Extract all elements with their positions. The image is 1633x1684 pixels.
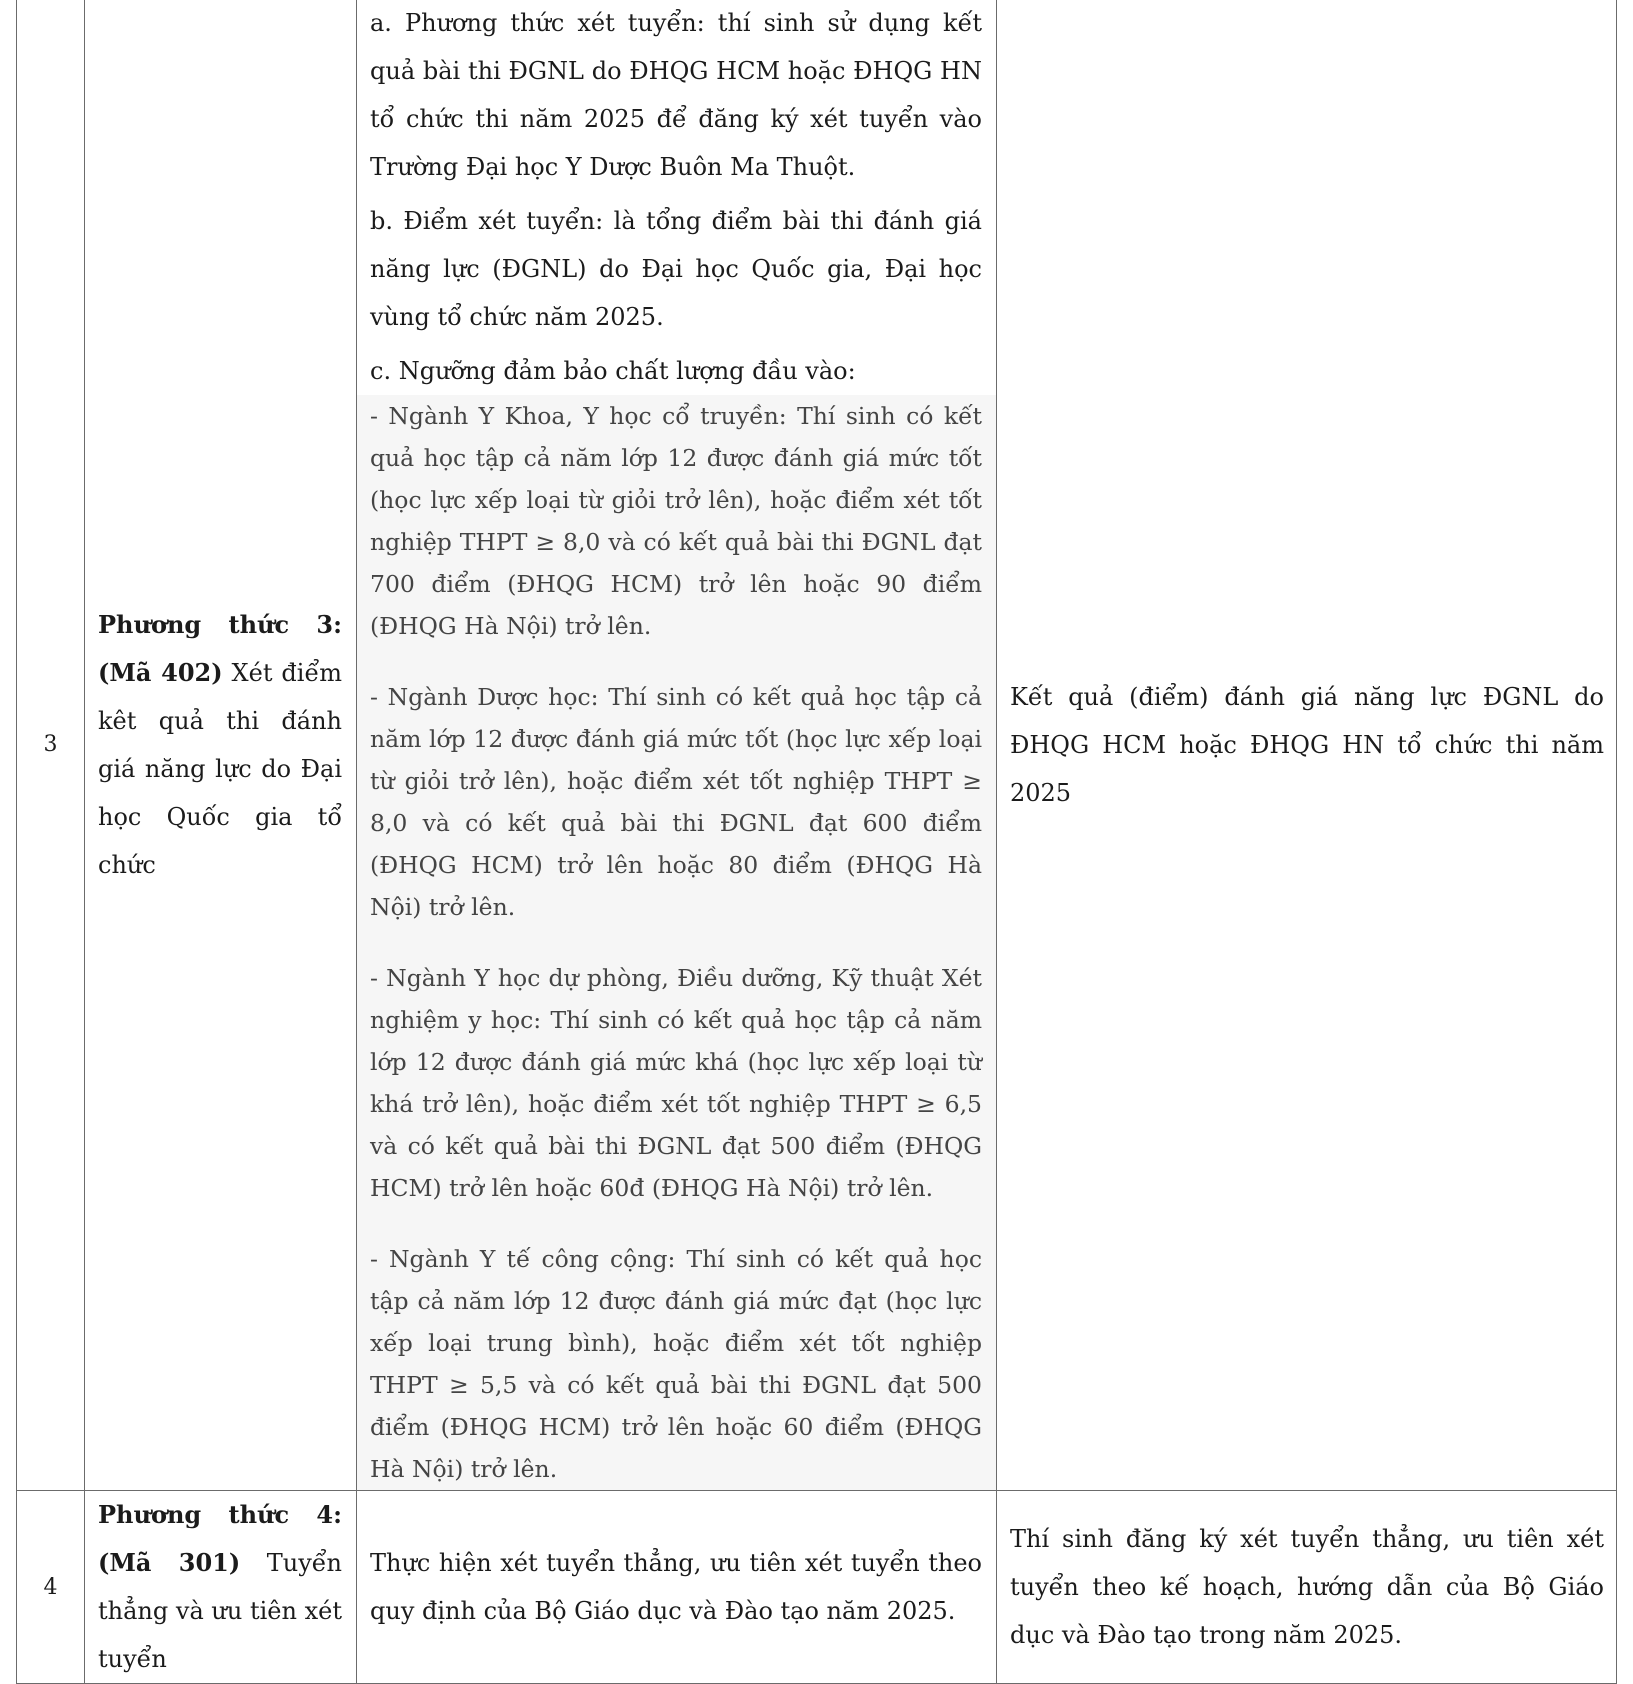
method-code: Phương thức 3: (Mã 402) [98, 609, 342, 687]
method-code: Phương thức 4: (Mã 301) [98, 1500, 342, 1577]
detail-cell [357, 1491, 997, 1684]
detail-paragraph-c: c. Ngưỡng đảm bảo chất lượng đầu vào: [370, 357, 856, 385]
detail-paragraph-b: b. Điểm xét tuyển: là tổng điểm bài thi đánh giá năng lực (ĐGNL) do Đại học Quốc gia, Đại học vùng tổ chức năm 2025. [370, 207, 982, 331]
quality-threshold-list [357, 395, 996, 1490]
row-number-cell [17, 1491, 85, 1684]
evidence-text: Thí sinh đăng ký xét tuyển thẳng, ưu tiên xét tuyển theo kế hoạch, hướng dẫn của Bộ Giáo dục và Đào tạo trong năm 2025. [1010, 1525, 1604, 1649]
admission-methods-table [16, 0, 1617, 1684]
table-row [17, 1491, 1617, 1684]
detail-paragraph: Thực hiện xét tuyển thẳng, ưu tiên xét tuyển theo quy định của Bộ Giáo dục và Đào tạo năm 2025. [370, 1549, 982, 1625]
row-number: 3 [43, 732, 58, 757]
evidence-cell [997, 1491, 1617, 1684]
threshold-item: - Ngành Y Khoa, Y học cổ truyền: Thí sinh có kết quả học tập cả năm lớp 12 được đánh giá mức tốt (học lực xếp loại từ giỏi trở lên), hoặc điểm xét tốt nghiệp THPT ≥ 8,0 và có kết quả bài thi ĐGNL đạt 700 điểm (ĐHQG HCM) trở lên hoặc 90 điểm (ĐHQG Hà Nội) trở lên. [370, 402, 982, 640]
table-row [17, 0, 1617, 1491]
method-cell [85, 0, 357, 1491]
threshold-item: - Ngành Dược học: Thí sinh có kết quả học tập cả năm lớp 12 được đánh giá mức tốt (học lực xếp loại từ giỏi trở lên), hoặc điểm xét tốt nghiệp THPT ≥ 8,0 và có kết quả bài thi ĐGNL đạt 600 điểm (ĐHQG HCM) trở lên hoặc 80 điểm (ĐHQG Hà Nội) trở lên. [370, 683, 982, 921]
method-description: Tuyển thẳng và ưu tiên xét tuyển [98, 1549, 342, 1673]
detail-cell [357, 0, 997, 1491]
method-cell [85, 1491, 357, 1684]
row-number-cell [17, 0, 85, 1491]
threshold-item: - Ngành Y tế công cộng: Thí sinh có kết quả học tập cả năm lớp 12 được đánh giá mức đạt (học lực xếp loại trung bình), hoặc điểm xét tốt nghiệp THPT ≥ 5,5 và có kết quả bài thi ĐGNL đạt 500 điểm (ĐHQG HCM) trở lên hoặc 60 điểm (ĐHQG Hà Nội) trở lên. [370, 1245, 982, 1483]
method-description: Xét điểm kêt quả thi đánh giá năng lực do Đại học Quốc gia tổ chức [98, 658, 342, 879]
evidence-cell [997, 0, 1617, 1491]
detail-paragraph-a: a. Phương thức xét tuyển: thí sinh sử dụng kết quả bài thi ĐGNL do ĐHQG HCM hoặc ĐHQG HN tổ chức thi năm 2025 để đăng ký xét tuyển vào Trường Đại học Y Dược Buôn Ma Thuột. [370, 9, 982, 181]
threshold-item: - Ngành Y học dự phòng, Điều dưỡng, Kỹ thuật Xét nghiệm y học: Thí sinh có kết quả học tập cả năm lớp 12 được đánh giá mức khá (học lực xếp loại từ khá trở lên), hoặc điểm xét tốt nghiệp THPT ≥ 6,5 và có kết quả bài thi ĐGNL đạt 500 điểm (ĐHQG HCM) trở lên hoặc 60đ (ĐHQG Hà Nội) trở lên. [370, 964, 982, 1202]
row-number: 4 [43, 1574, 58, 1600]
evidence-text: Kết quả (điểm) đánh giá năng lực ĐGNL do ĐHQG HCM hoặc ĐHQG HN tổ chức thi năm 2025 [1010, 682, 1604, 807]
